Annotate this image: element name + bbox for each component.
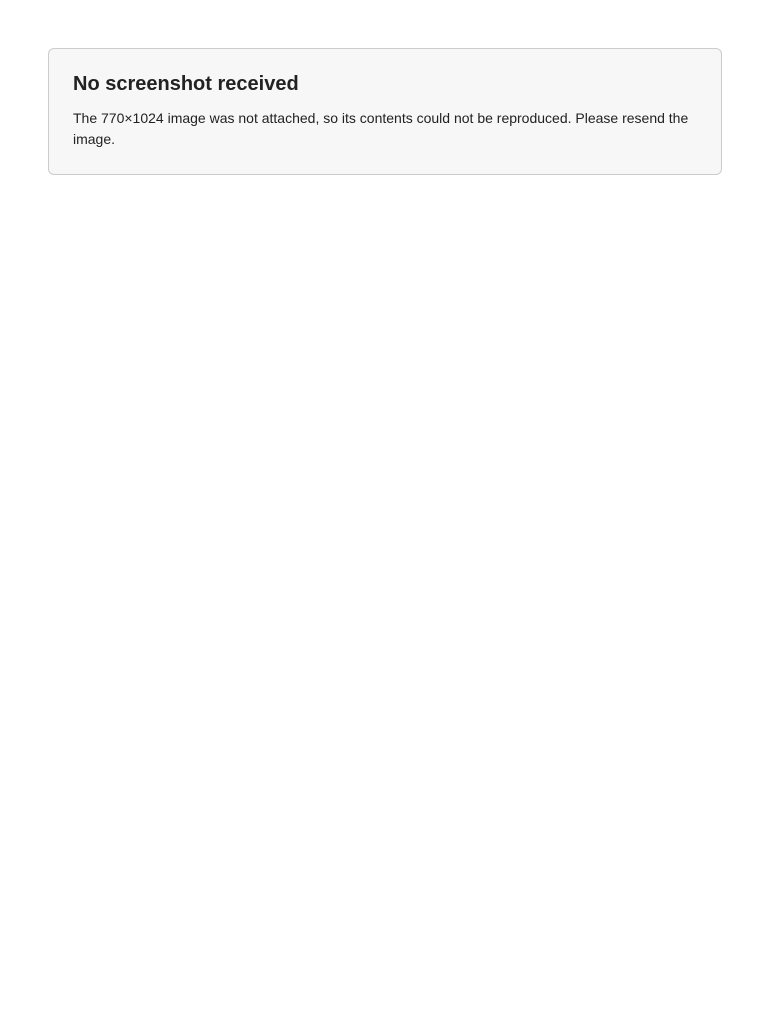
- placeholder-notice: [48, 48, 722, 175]
- notice-body: The 770×1024 image was not attached, so its contents could not be reproduced. Please resend the image.: [73, 110, 689, 147]
- notice-title: No screenshot received: [73, 73, 299, 95]
